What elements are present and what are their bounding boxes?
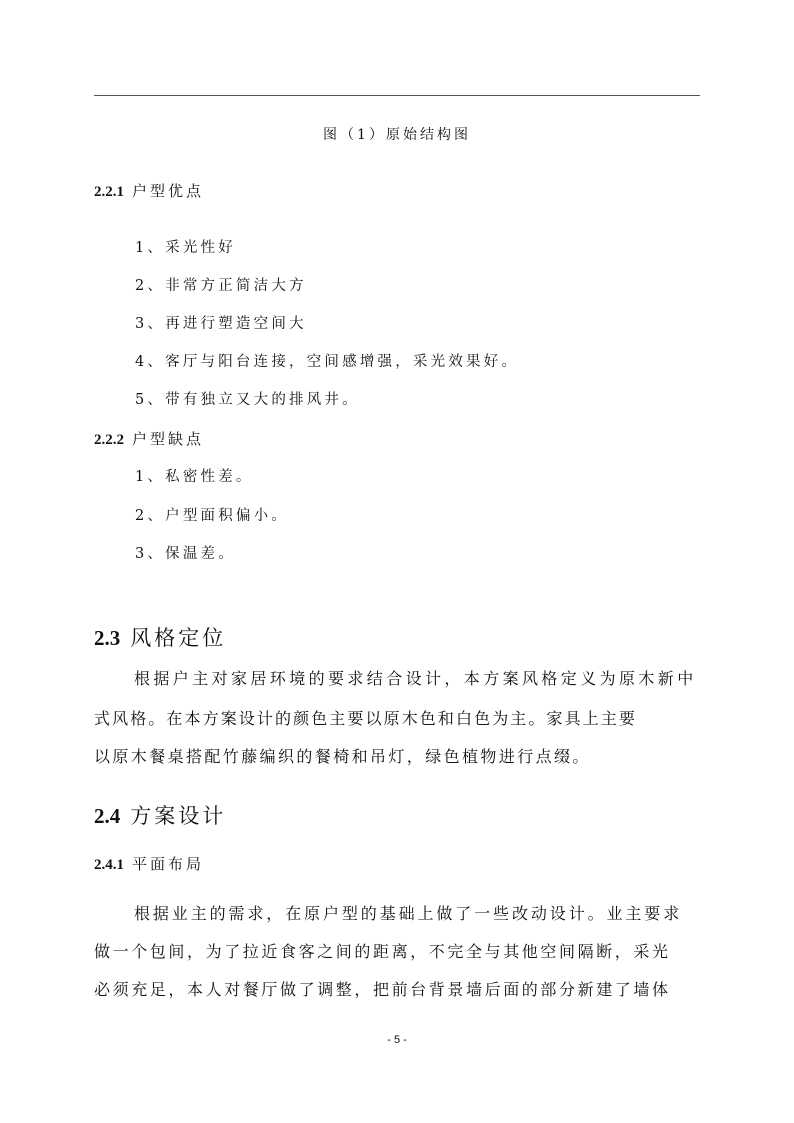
heading-2-4 — [94, 800, 226, 830]
heading-2-4-1 — [94, 853, 204, 874]
advantage-item-4: 4、客厅与阳台连接，空间感增强，采光效果好。 — [135, 354, 520, 370]
paragraph-line: 根据业主的需求，在原户型的基础上做了一些改动设计。业主要求 — [134, 904, 683, 923]
heading-number: 2.4.1 — [94, 857, 124, 873]
paragraph-line: 做一个包间，为了拉近食客之间的距离，不完全与其他空间隔断，采光 — [94, 942, 671, 961]
heading-2-2-2 — [94, 428, 204, 449]
heading-2-3 — [94, 622, 226, 652]
figure-caption: 图（1）原始结构图 — [323, 127, 471, 143]
heading-2-2-1 — [94, 180, 204, 201]
paragraph-line: 式风格。在本方案设计的颜色主要以原木色和白色为主。家具上主要 — [94, 709, 638, 728]
heading-number: 2.4 — [94, 804, 121, 828]
header-rule — [94, 95, 700, 96]
heading-title: 风格定位 — [130, 626, 227, 650]
heading-title: 户型优点 — [132, 182, 205, 200]
paragraph-line: 必须充足，本人对餐厅做了调整，把前台背景墙后面的部分新建了墙体 — [94, 980, 671, 999]
heading-number: 2.2.1 — [94, 184, 124, 200]
advantage-item-3: 3、再进行塑造空间大 — [135, 316, 307, 332]
page-number: - 5 - — [387, 1034, 407, 1046]
paragraph-line: 以原木餐桌搭配竹藤编织的餐椅和吊灯，绿色植物进行点缀。 — [94, 747, 591, 766]
heading-number: 2.2.2 — [94, 432, 124, 448]
disadvantage-item-3: 3、保温差。 — [135, 546, 236, 562]
heading-number: 2.3 — [94, 626, 121, 650]
paragraph-line: 根据户主对家居环境的要求结合设计，本方案风格定义为原木新中 — [134, 669, 697, 688]
heading-title: 户型缺点 — [132, 430, 205, 448]
advantage-item-2: 2、非常方正简洁大方 — [135, 278, 307, 294]
heading-title: 方案设计 — [130, 804, 227, 828]
advantage-item-5: 5、带有独立又大的排风井。 — [135, 392, 360, 408]
disadvantage-item-2: 2、户型面积偏小。 — [135, 508, 290, 524]
disadvantage-item-1: 1、私密性差。 — [135, 469, 254, 485]
heading-title: 平面布局 — [132, 855, 205, 873]
advantage-item-1: 1、采光性好 — [135, 240, 236, 256]
